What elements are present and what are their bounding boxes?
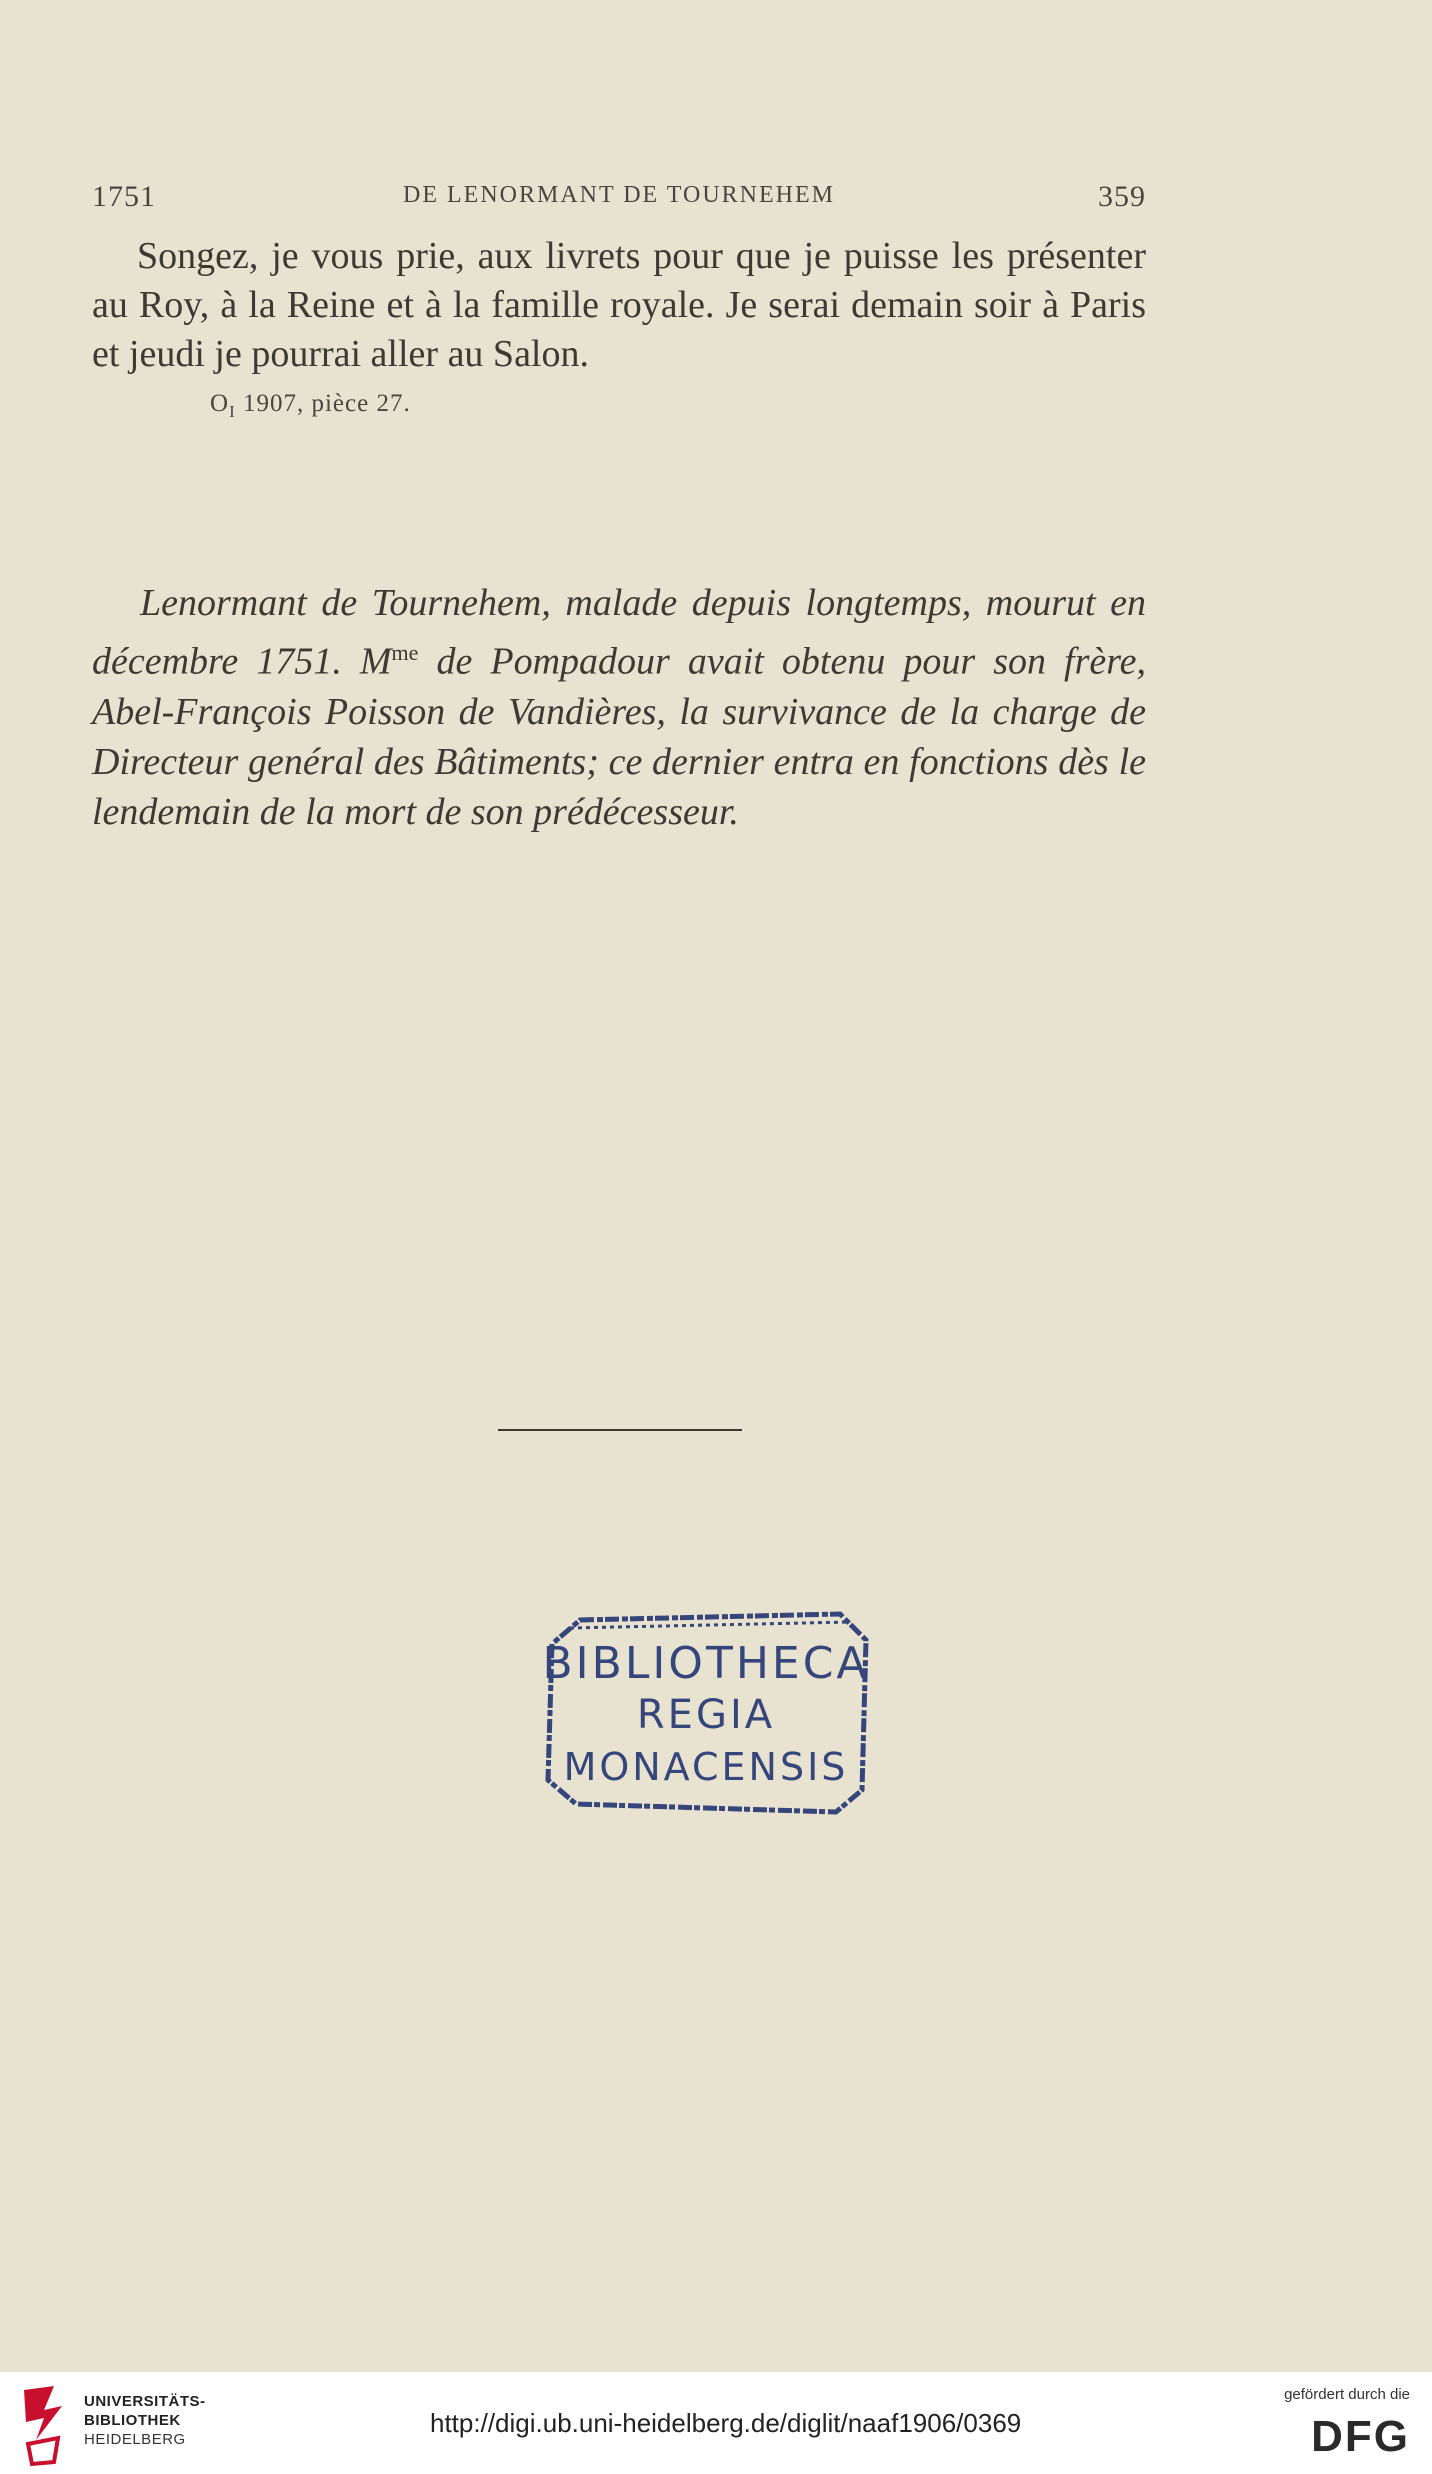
institution-name <box>84 2392 206 2449</box>
university-seal-icon <box>14 2380 72 2468</box>
stamp-line-1: BIBLIOTHECA <box>542 1638 870 1689</box>
source-prefix: O <box>210 390 230 417</box>
permalink-url[interactable]: http://digi.ub.uni-heidelberg.de/diglit/naaf1906/0369 <box>430 2408 1022 2438</box>
footer-bar <box>0 2372 1432 2474</box>
running-head <box>92 180 1146 220</box>
section-rule <box>498 1429 742 1431</box>
source-reference <box>210 390 411 422</box>
library-stamp <box>540 1600 872 1815</box>
note-part1: Lenormant de Tournehem, malade depuis longtemps, mourut en décembre 1751. M <box>92 582 1146 683</box>
page-number: 359 <box>1098 180 1146 213</box>
source-subscript: I <box>229 402 236 421</box>
stamp-line-2: REGIA <box>636 1692 776 1738</box>
running-head-title: DE LENORMANT DE TOURNEHEM <box>403 182 835 208</box>
funded-by-label: gefördert durch die <box>1284 2386 1410 2403</box>
running-head-year: 1751 <box>92 180 156 213</box>
dfg-logo: DFG <box>1311 2412 1410 2461</box>
note-part2: de Pompadour avait obtenu pour son frère, Abel-François Poisson de Vandières, la survivance de la charge de Directeur genéral des Bâtiments; ce dernier entra en fonctions dès le lendemain de la mort de son prédécesseur. <box>92 640 1146 833</box>
institution-line-3: HEIDELBERG <box>84 2431 186 2448</box>
editorial-note <box>92 578 1146 837</box>
stamp-line-3: MONACENSIS <box>563 1745 849 1789</box>
institution-line-1: UNIVERSITÄTS- <box>84 2393 206 2410</box>
note-superscript: me <box>391 640 419 665</box>
letter-text: Songez, je vous prie, aux livrets pour que je puisse les présenter au Roy, à la Reine et à la famille royale. Je serai demain soir à Paris et jeudi je pourrai aller au Salon. <box>92 235 1146 375</box>
institution-line-2: BIBLIOTHEK <box>84 2412 181 2429</box>
source-rest: 1907, pièce 27. <box>235 390 411 417</box>
